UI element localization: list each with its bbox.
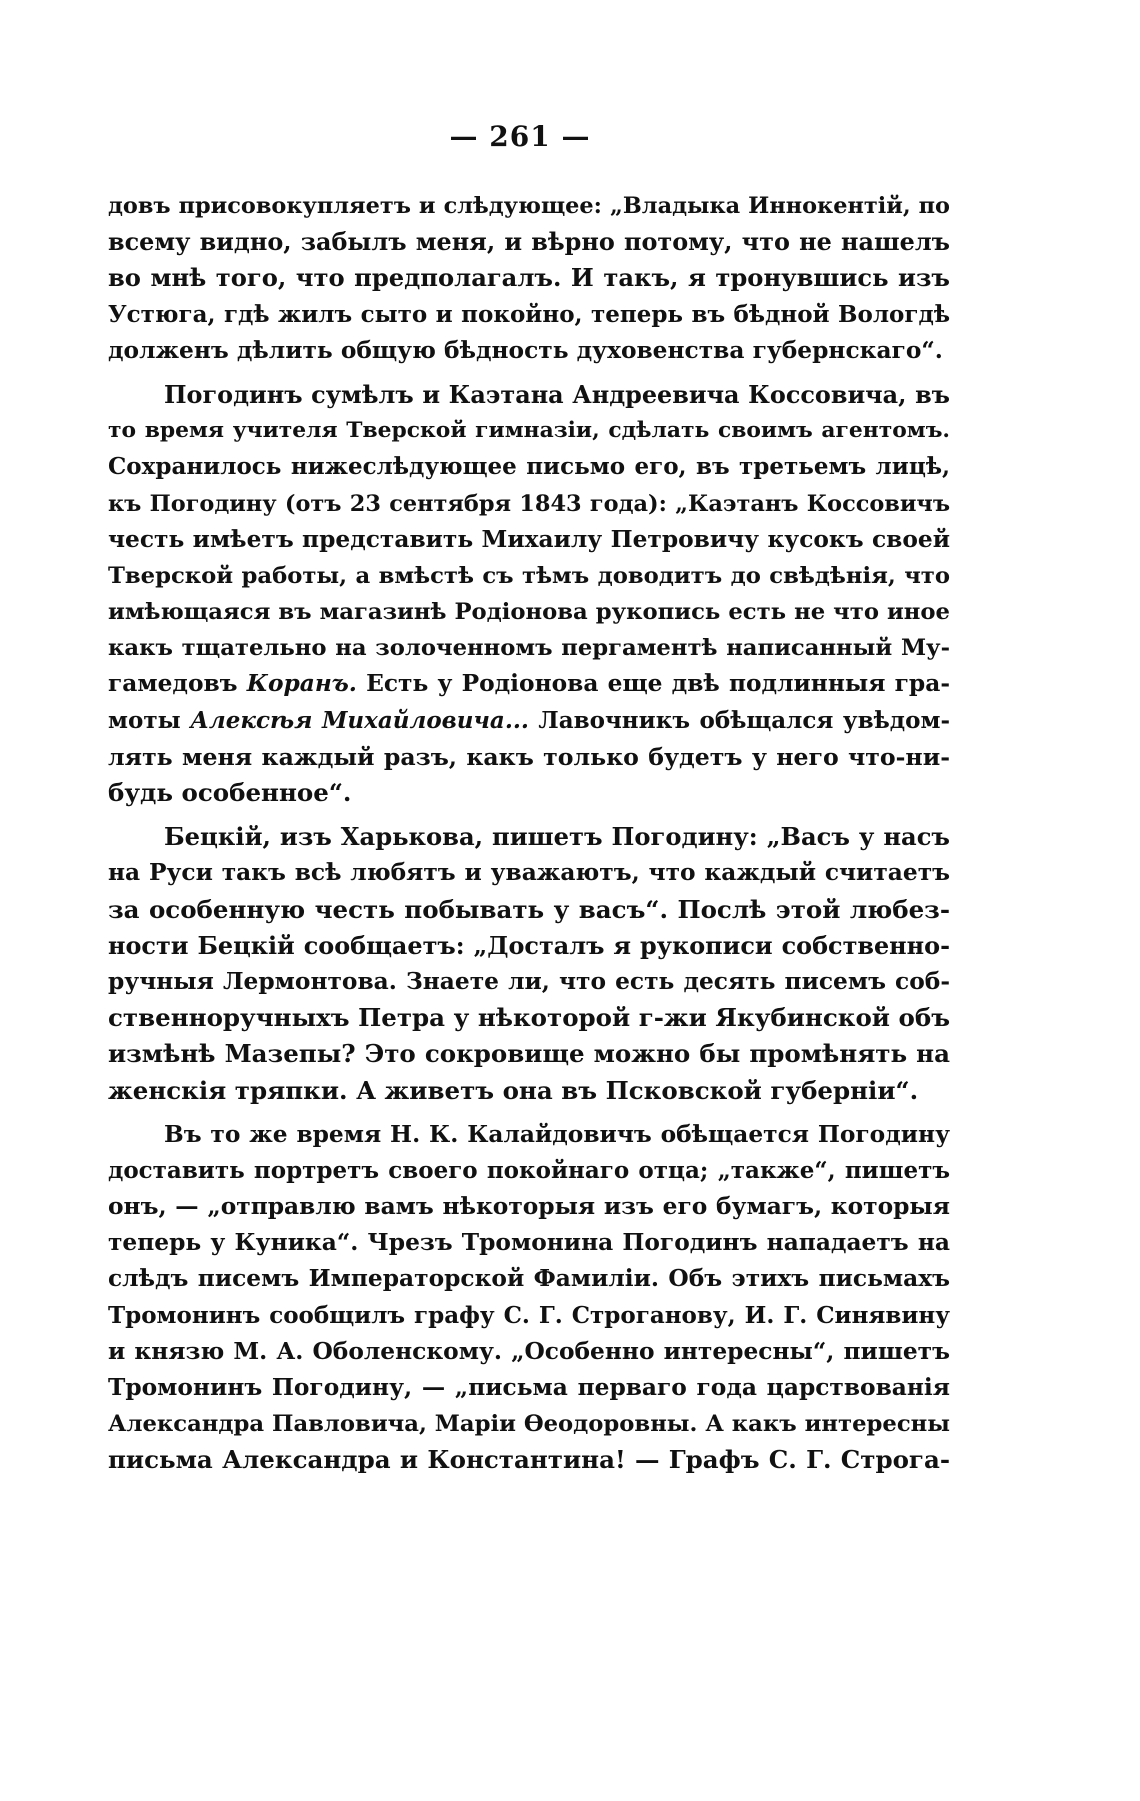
text-line: ности Бецкій сообщаетъ: „Досталъ я рукописи собственно- (108, 931, 950, 960)
body-text (108, 188, 950, 1479)
paragraph-gap (108, 369, 950, 377)
text-line: къ Погодину (отъ 23 сентября 1843 года): „Каэтанъ Коссовичъ (108, 490, 950, 517)
text-line: всему видно, забылъ меня, и вѣрно потому, что не нашелъ (108, 228, 950, 257)
paragraph-3 (108, 819, 950, 1109)
paragraph-gap (108, 811, 950, 819)
text-line: теперь у Куника“. Чрезъ Тромонина Погодинъ нападаетъ на (108, 1229, 950, 1257)
text-line: Сохранилось нижеслѣдующее письмо его, въ третьемъ лицѣ, (108, 453, 950, 481)
text-line: будь особенное“. (108, 778, 352, 807)
text-line: Тромонинъ Погодину, — „письма перваго года царствованія (108, 1374, 950, 1401)
text-line: Въ то же время Н. К. Калайдовичъ обѣщается Погодину (164, 1120, 950, 1148)
text-line: Тромонинъ сообщилъ графу С. Г. Строганову, И. Г. Синявину (108, 1301, 950, 1329)
text-line: Александра Павловича, Маріи Ѳеодоровны. А какъ интересны (108, 1411, 950, 1438)
text-run: Лавочникъ обѣщался увѣдом- (528, 706, 950, 734)
text-line (108, 703, 950, 739)
text-line: Погодинъ сумѣлъ и Каэтана Андреевича Коссовича, въ (164, 380, 950, 409)
text-line: Бецкій, изъ Харькова, пишетъ Погодину: „Васъ у насъ (164, 822, 950, 852)
italic-name-aleksey: Алексѣя Михайловича... (190, 706, 529, 734)
paragraph-gap (108, 1109, 950, 1117)
text-line: Устюга, гдѣ жилъ сыто и покойно, теперь въ бѣдной Вологдѣ (108, 300, 950, 328)
text-line: и князю М. А. Оболенскому. „Особенно интересны“, пишетъ (108, 1337, 950, 1365)
text-line: довъ присовокупляетъ и слѣдующее: „Владыка Иннокентій, по (108, 193, 950, 219)
text-line: онъ, — „отправлю вамъ нѣкоторыя изъ его бумагъ, которыя (108, 1193, 950, 1221)
text-line: доставить портретъ своего покойнаго отца; „также“, пишетъ (108, 1156, 950, 1184)
text-line (108, 666, 950, 702)
text-line: лять меня каждый разъ, какъ только будетъ у него что-ни- (108, 742, 950, 771)
text-line: имѣющаяся въ магазинѣ Родіонова рукопись есть не что иное (108, 599, 950, 626)
text-line: во мнѣ того, что предполагалъ. И такъ, я тронувшись изъ (108, 263, 950, 293)
paragraph-2 (108, 377, 950, 811)
text-line: ручныя Лермонтова. Знаете ли, что есть десять писемъ соб- (108, 967, 950, 995)
text-line: за особенную честь побывать у васъ“. Послѣ этой любез- (108, 894, 950, 924)
text-line: измѣнѣ Мазепы? Это сокровище можно бы промѣнять на (108, 1039, 950, 1069)
page-number: — 261 — (449, 120, 591, 153)
text-line: на Руси такъ всѣ любятъ и уважаютъ, что каждый считаетъ (108, 859, 950, 887)
text-run: моты (108, 706, 191, 734)
text-line: Тверской работы, а вмѣстѣ съ тѣмъ доводитъ до свѣдѣнія, что (108, 562, 950, 589)
text-line: слѣдъ писемъ Императорской Фамиліи. Объ этихъ письмахъ (108, 1265, 950, 1293)
paragraph-1 (108, 188, 950, 369)
text-line: письма Александра и Константина! — Графъ С. Г. Строга- (108, 1445, 950, 1475)
text-run: Есть у Родіонова еще двѣ подлинныя гра- (356, 670, 950, 698)
paragraph-4 (108, 1117, 950, 1479)
text-line: долженъ дѣлить общую бѣдность духовенства губернскаго“. (108, 336, 943, 364)
text-line: ственноручныхъ Петра у нѣкоторой г-жи Якубинской объ (108, 1003, 950, 1033)
italic-title-koran: Коранъ. (246, 670, 357, 698)
text-line: честь имѣетъ представить Михаилу Петровичу кусокъ своей (108, 525, 950, 553)
text-line: женскія тряпки. А живетъ она въ Псковской губерніи“. (108, 1075, 919, 1105)
text-line: то время учителя Тверской гимназіи, сдѣлать своимъ агентомъ. (108, 418, 950, 444)
text-line: какъ тщательно на золоченномъ пергаментѣ написанный Му- (108, 635, 950, 662)
text-run: гамедовъ (108, 670, 247, 698)
